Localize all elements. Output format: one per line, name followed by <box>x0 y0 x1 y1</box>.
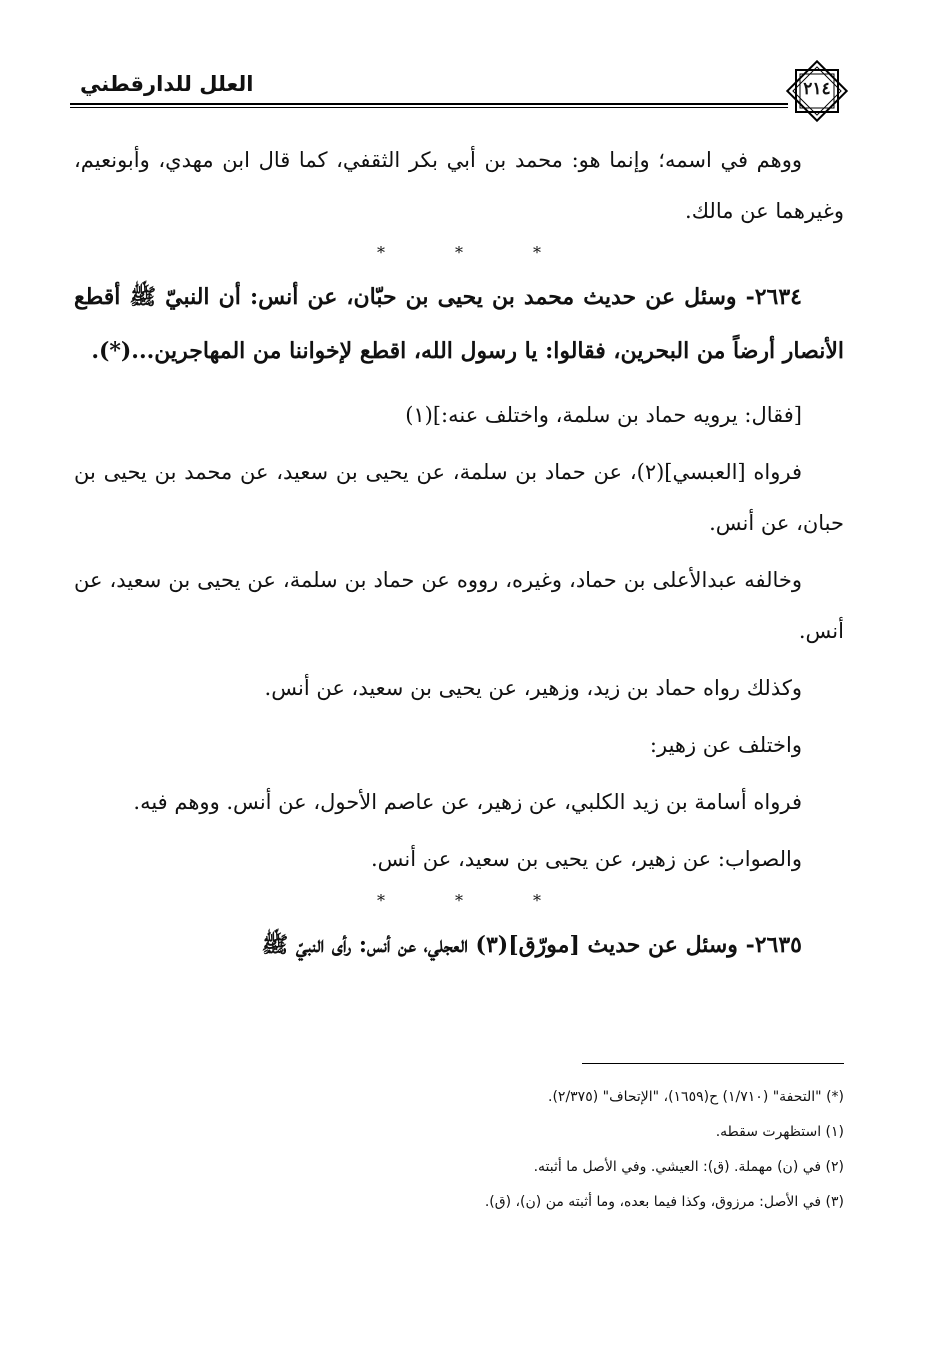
paragraph: [فقال: يرويه حماد بن سلمة، واختلف عنه:](١) <box>405 403 802 427</box>
running-title: العلل للدارقطني <box>80 72 254 96</box>
separator-star: * <box>533 891 541 910</box>
hadith-heading: ٢٦٣٥- وسئل عن حديث [مورّق](٣) العجلي، عن أنس: رأى النبيّ ﷺ <box>261 932 802 958</box>
paragraph: وخالفه عبدالأعلى بن حماد، وغيره، رووه عن حماد بن سلمة، عن يحيى بن سعيد، عن أنس. <box>74 568 844 643</box>
separator-star: * <box>455 243 463 262</box>
page-number-badge <box>784 58 850 124</box>
footnote-rule <box>582 1063 844 1064</box>
footnote: (٣) في الأصل: مرزوق، وكذا فيما بعده، وما أثبته من (ن)، (ق). <box>484 1194 844 1210</box>
footnote: (١) استظهرت سقطه. <box>715 1124 844 1140</box>
footnote: (*) "التحفة" (١/٧١٠) ح(١٦٥٩)، "الإتحاف" (٢/٣٧٥). <box>548 1089 844 1105</box>
page-header <box>70 58 850 124</box>
separator-star: * <box>455 891 463 910</box>
separator-star: * <box>533 243 541 262</box>
footnote: (٢) في (ن) مهملة. (ق): العيشي. وفي الأصل ما أثبته. <box>533 1159 844 1175</box>
paragraph: والصواب: عن زهير، عن يحيى بن سعيد، عن أنس. <box>370 847 802 871</box>
paragraph: وكذلك رواه حماد بن زيد، وزهير، عن يحيى بن سعيد، عن أنس. <box>264 676 802 700</box>
separator-star: * <box>377 891 385 910</box>
paragraph: فرواه [العبسي](٢)، عن حماد بن سلمة، عن يحيى بن سعيد، عن محمد بن يحيى بن حبان، عن أنس. <box>74 460 844 535</box>
header-rule <box>70 103 788 108</box>
paragraph: واختلف عن زهير: <box>649 733 802 757</box>
section-separator <box>74 243 844 262</box>
footnotes <box>74 1080 844 1220</box>
hadith-heading: ٢٦٣٤- وسئل عن حديث محمد بن يحيى بن حبّان، عن أنس: أن النبيّ ﷺ أقطع الأنصار أرضاً من البحرين، فقالوا: يا رسول الله، اقطع لإخواننا من المهاجرين...(*). <box>74 284 844 364</box>
section-separator <box>74 891 844 910</box>
page-number: ٢١٤ <box>803 79 831 99</box>
paragraph: ووهم في اسمه؛ وإنما هو: محمد بن أبي بكر الثقفي، كما قال ابن مهدي، وأبونعيم، وغيرهما عن مالك. <box>74 148 844 223</box>
separator-star: * <box>377 243 385 262</box>
main-text <box>74 135 844 984</box>
paragraph: فرواه أسامة بن زيد الكلبي، عن زهير، عن عاصم الأحول، عن أنس. ووهم فيه. <box>133 790 802 814</box>
